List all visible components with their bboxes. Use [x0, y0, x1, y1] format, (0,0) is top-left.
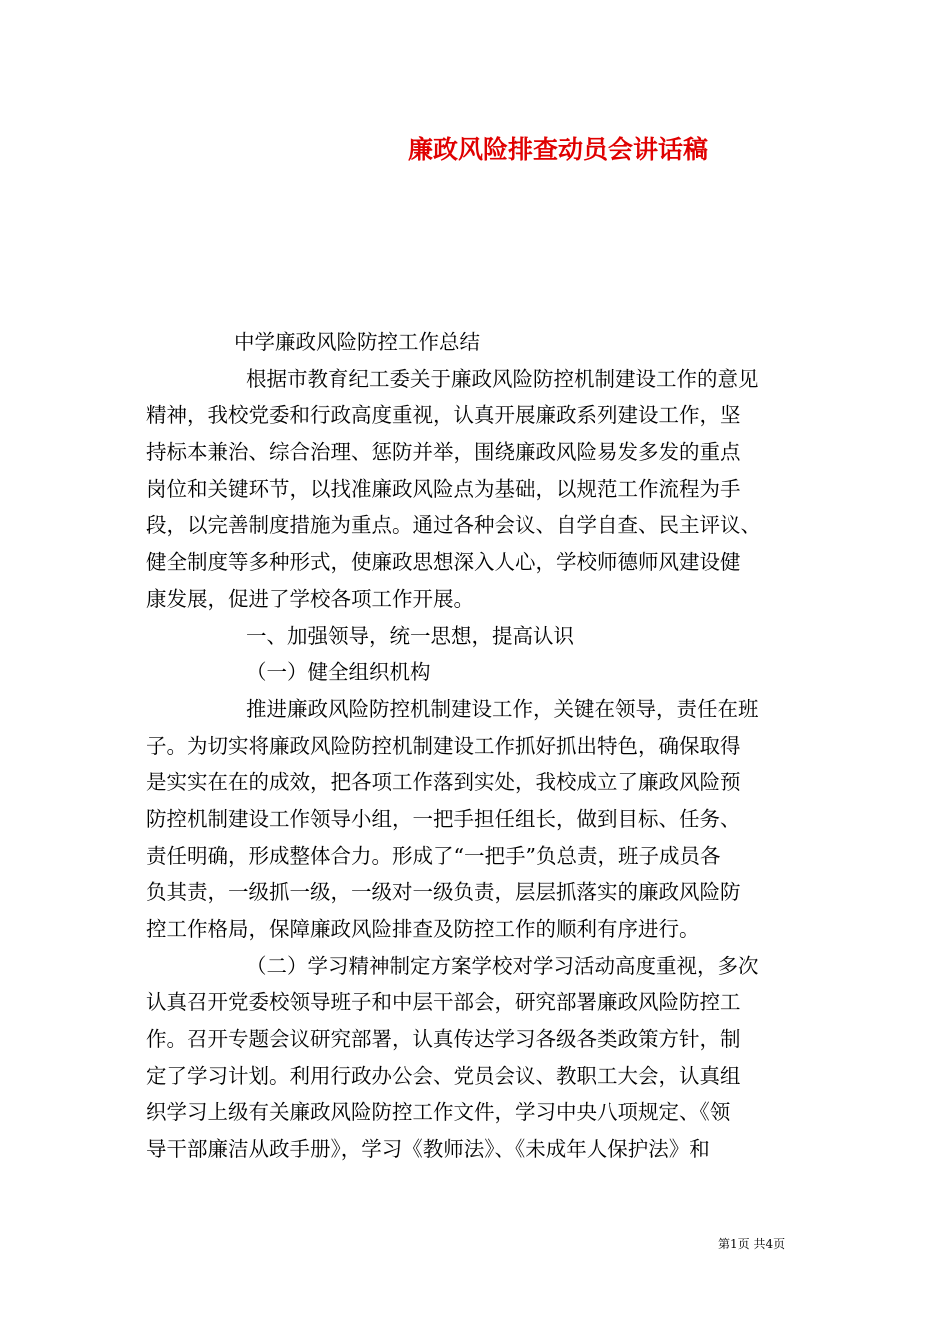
body-line: （二）学习精神制定方案学校对学习活动高度重视，多次 — [246, 953, 759, 978]
body-line: 责任明确，形成整体合力。形成了“一把手”负总责，班子成员各 — [146, 843, 721, 868]
body-line: 织学习上级有关廉政风险防控工作文件，学习中央八项规定、《领 — [146, 1100, 731, 1125]
body-line: 导干部廉洁从政手册》，学习《教师法》、《未成年人保护法》和 — [146, 1137, 710, 1162]
body-line: 精神，我校党委和行政高度重视，认真开展廉政系列建设工作，坚 — [146, 403, 741, 428]
subsection-heading: （一）健全组织机构 — [246, 660, 431, 685]
document-body — [146, 324, 806, 1168]
body-line: 认真召开党委校领导班子和中层干部会，研究部署廉政风险防控工 — [146, 990, 741, 1015]
section-heading: 一、加强领导，统一思想，提高认识 — [246, 623, 574, 648]
body-line: 子。为切实将廉政风险防控机制建设工作抓好抓出特色，确保取得 — [146, 733, 741, 758]
page-number-footer: 第1页 共4页 — [718, 1237, 786, 1251]
body-line: 定了学习计划。利用行政办公会、党员会议、教职工大会，认真组 — [146, 1063, 741, 1088]
body-line: 是实实在在的成效，把各项工作落到实处，我校成立了廉政风险预 — [146, 770, 741, 795]
body-line: 负其责，一级抓一级，一级对一级负责，层层抓落实的廉政风险防 — [146, 880, 741, 905]
body-line: 作。召开专题会议研究部署，认真传达学习各级各类政策方针，制 — [146, 1027, 741, 1052]
body-line: 推进廉政风险防控机制建设工作，关键在领导，责任在班 — [246, 696, 759, 721]
body-line: 岗位和关键环节，以找准廉政风险点为基础，以规范工作流程为手 — [146, 476, 741, 501]
body-line: 持标本兼治、综合治理、惩防并举，围绕廉政风险易发多发的重点 — [146, 440, 741, 465]
document-title: 廉政风险排查动员会讲话稿 — [408, 135, 709, 164]
body-line: 康发展，促进了学校各项工作开展。 — [146, 586, 474, 611]
body-line: 防控机制建设工作领导小组，一把手担任组长，做到目标、任务、 — [146, 806, 741, 831]
body-line: 健全制度等多种形式，使廉政思想深入人心，学校师德师风建设健 — [146, 550, 741, 575]
body-line: 段，以完善制度措施为重点。通过各种会议、自学自查、民主评议、 — [146, 513, 761, 538]
body-line: 中学廉政风险防控工作总结 — [234, 330, 480, 354]
body-line: 根据市教育纪工委关于廉政风险防控机制建设工作的意见 — [246, 366, 759, 391]
body-line: 控工作格局，保障廉政风险排查及防控工作的顺利有序进行。 — [146, 917, 700, 941]
